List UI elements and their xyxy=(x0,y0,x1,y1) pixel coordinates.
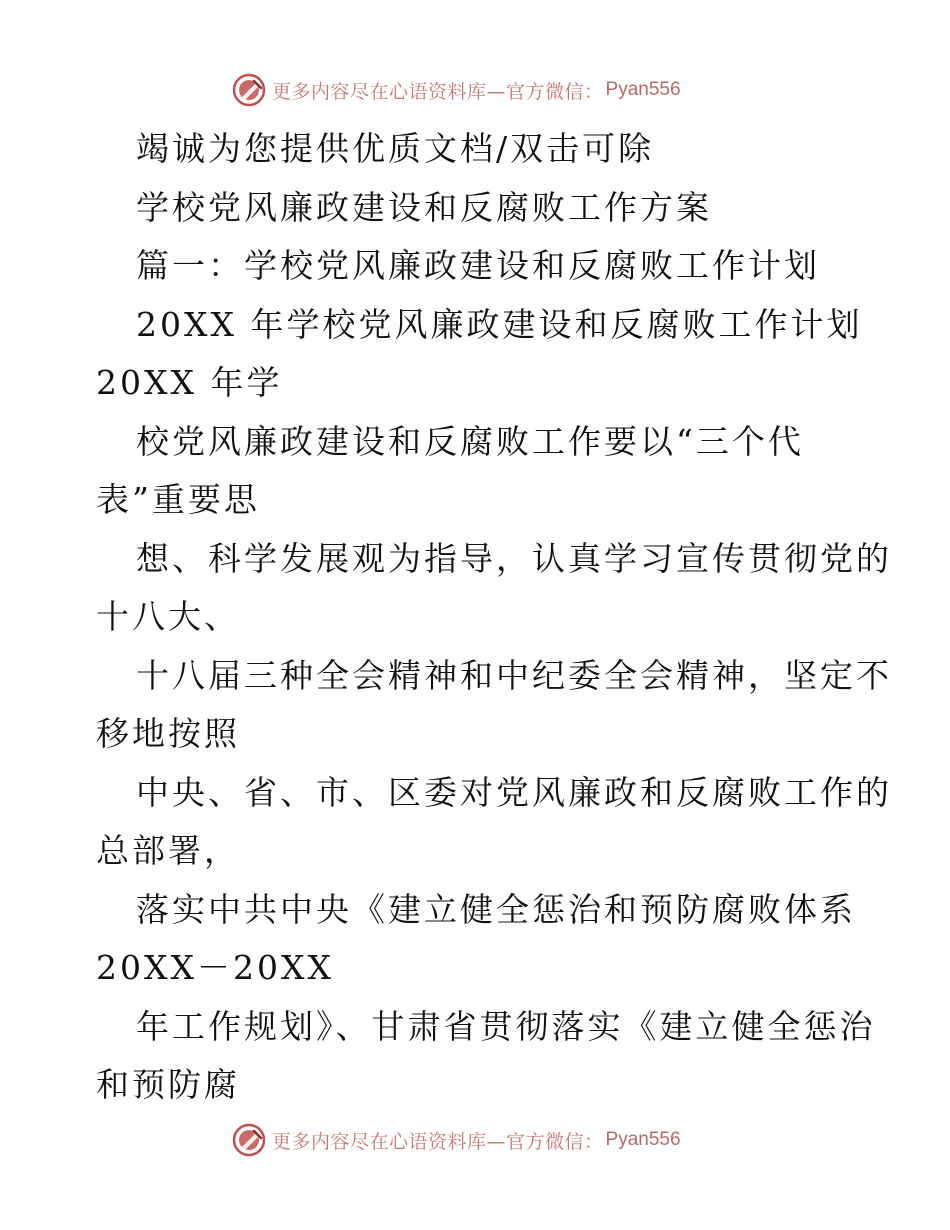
header-watermark-banner xyxy=(232,72,681,108)
quill-logo-icon xyxy=(232,1123,266,1157)
text-line: 表”重要思 xyxy=(96,480,260,519)
document-title: 学校党风廉政建设和反腐败工作方案 xyxy=(136,187,712,227)
text-line: 竭诚为您提供优质文档/双击可除 xyxy=(136,129,655,168)
text-line: 落实中共中央《建立健全惩治和预防腐败体系 xyxy=(136,889,856,929)
text-line: 20XX－20XX xyxy=(96,948,334,987)
text-line: 20XX 年学校党风廉政建设和反腐败工作计划 xyxy=(136,304,863,344)
document-body xyxy=(96,120,892,1115)
header-wechat-id: Pyan556 xyxy=(605,79,681,100)
text-line: 十八大、 xyxy=(96,597,240,636)
section-heading: 篇一：学校党风廉政建设和反腐败工作计划 xyxy=(136,246,820,285)
text-line: 校党风廉政建设和反腐败工作要以“三个代 xyxy=(136,421,804,461)
text-line: 十八届三种全会精神和中纪委全会精神，坚定不 xyxy=(136,655,892,695)
quill-logo-icon xyxy=(232,73,266,107)
header-banner-text: 更多内容尽在心语资料库—官方微信： xyxy=(272,80,604,103)
text-line: 移地按照 xyxy=(96,714,240,753)
text-line: 想、科学发展观为指导，认真学习宣传贯彻党的 xyxy=(136,538,892,578)
footer-wechat-id: Pyan556 xyxy=(605,1129,681,1150)
text-line: 20XX 年学 xyxy=(96,363,283,402)
text-line: 总部署， xyxy=(96,831,240,870)
text-line: 年工作规划》、甘肃省贯彻落实《建立健全惩治 xyxy=(136,1006,876,1046)
text-line: 和预防腐 xyxy=(96,1065,240,1104)
text-line: 中央、省、市、区委对党风廉政和反腐败工作的 xyxy=(136,772,892,812)
footer-banner-text: 更多内容尽在心语资料库—官方微信： xyxy=(272,1130,604,1153)
footer-watermark-banner xyxy=(232,1122,681,1158)
